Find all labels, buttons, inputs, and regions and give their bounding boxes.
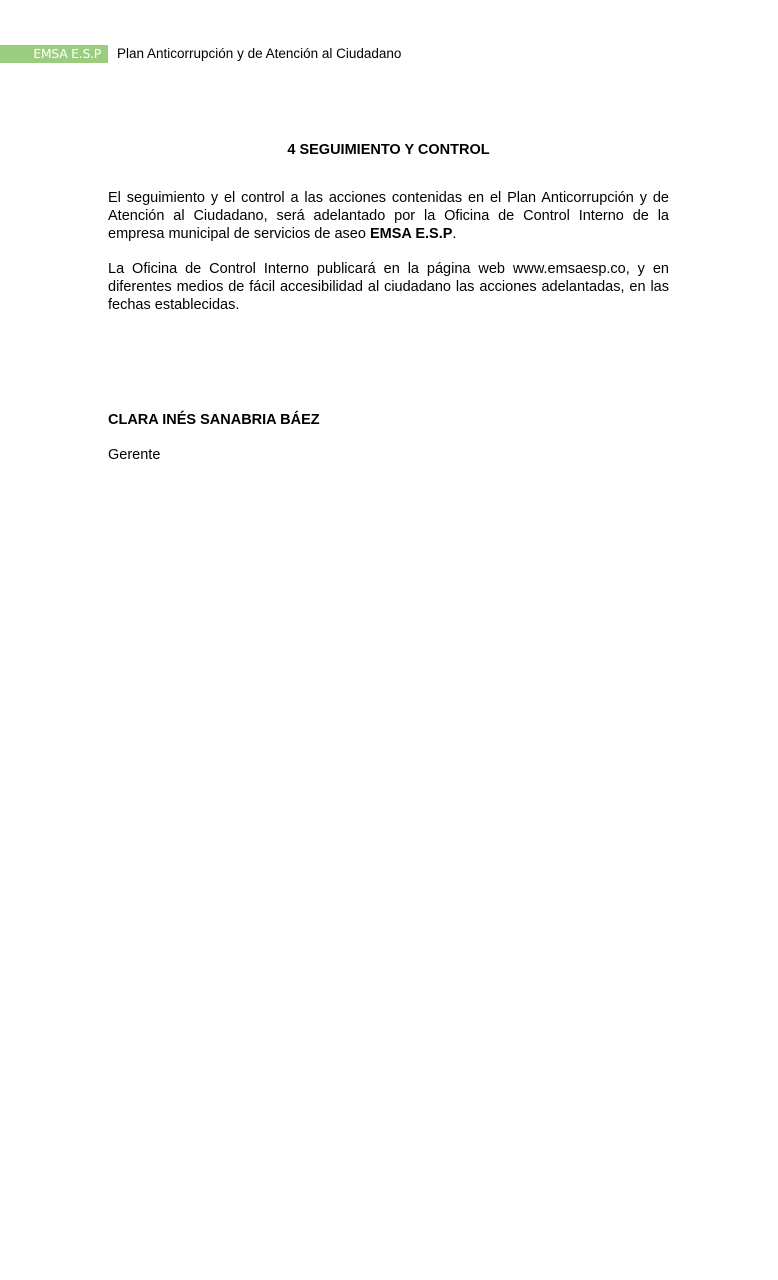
section-heading: 4 SEGUIMIENTO Y CONTROL bbox=[287, 142, 490, 158]
header-title: Plan Anticorrupción y de Atención al Ciudadano bbox=[117, 46, 402, 61]
paragraph-1 bbox=[108, 189, 669, 243]
paragraph-1-text: El seguimiento y el control a las acciones contenidas en el Plan Anticorrupción y de Atención al Ciudadano, será adelantado por la Oficina de Control Interno de la empresa municipal de servicios de aseo bbox=[108, 190, 669, 242]
company-name: EMSA E.S.P bbox=[369, 226, 453, 242]
signature-role: Gerente bbox=[108, 447, 161, 463]
header-badge: EMSA E.S.P bbox=[0, 45, 108, 63]
paragraph-1-end: . bbox=[452, 226, 457, 242]
signature-name: CLARA INÉS SANABRIA BÁEZ bbox=[108, 412, 320, 428]
paragraph-2: La Oficina de Control Interno publicará en la página web www.emsaesp.co, y en diferentes medios de fácil accesibilidad al ciudadano las acciones adelantadas, en las fechas establecidas. bbox=[108, 261, 669, 313]
